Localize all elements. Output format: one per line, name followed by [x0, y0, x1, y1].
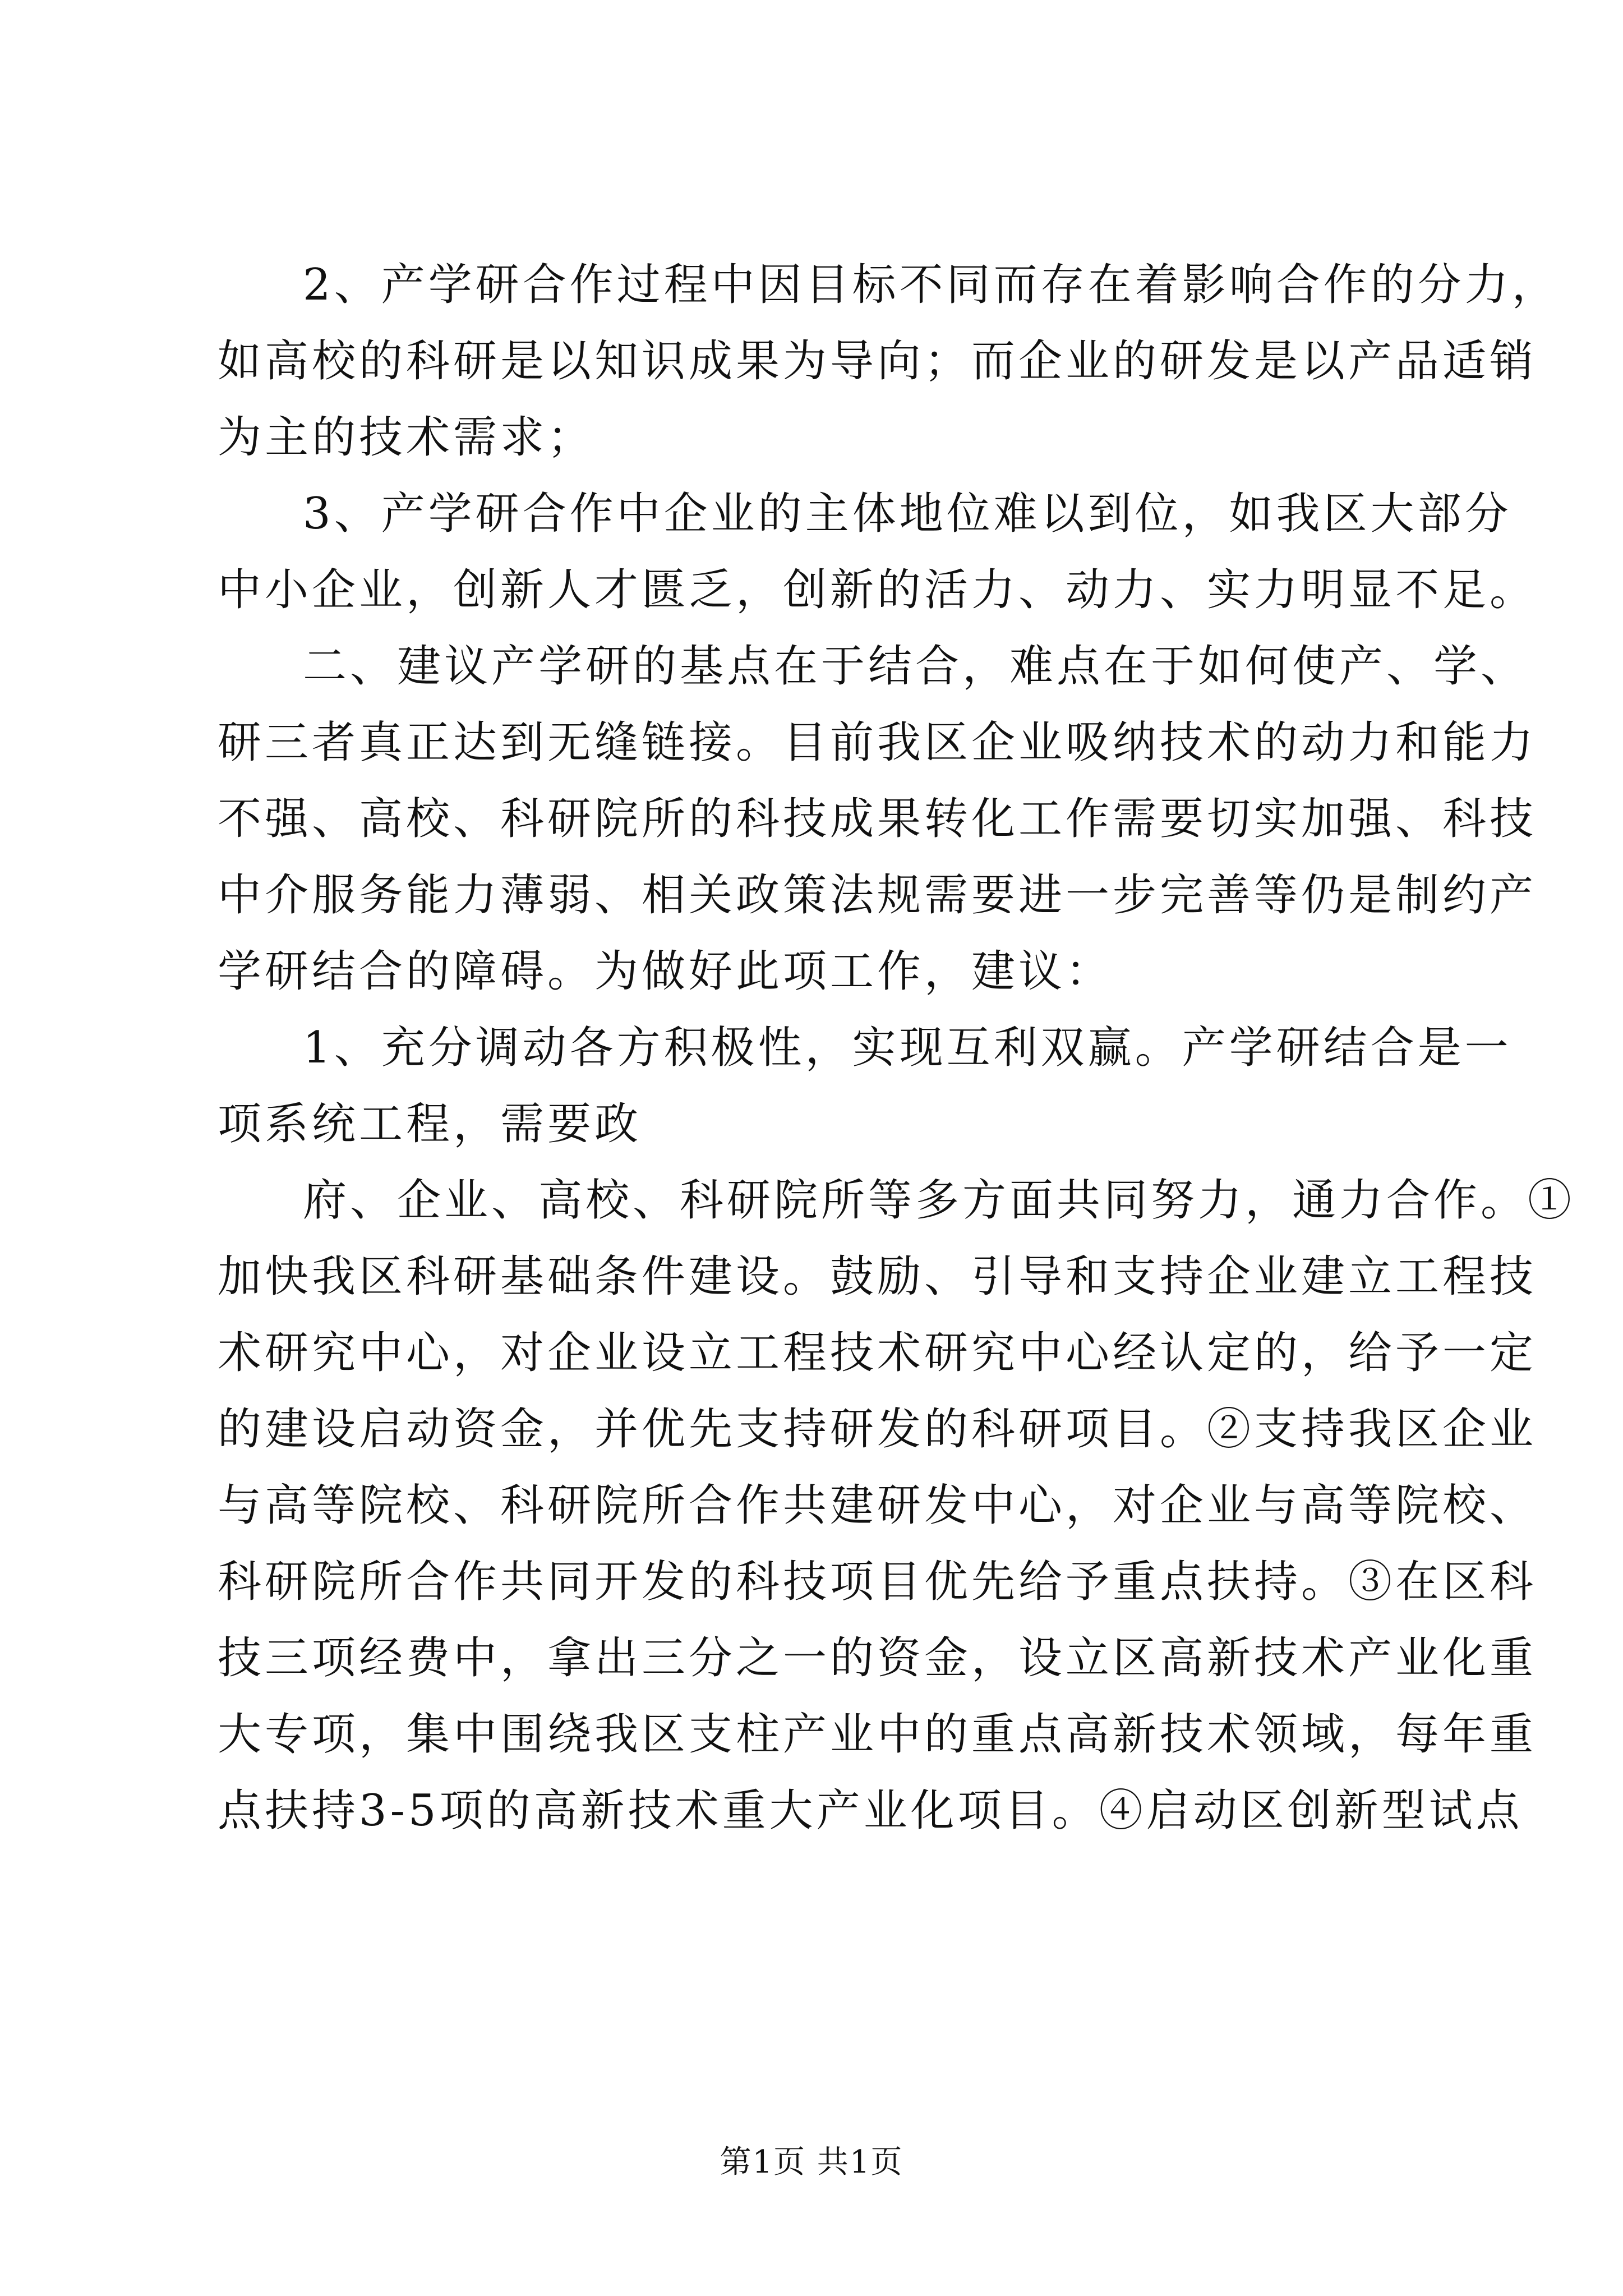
text-line: 项系统工程，需要政 [218, 1099, 642, 1149]
text-line: 科研院所合作共同开发的科技项目优先给予重点扶持。③在区科 [218, 1557, 1537, 1607]
text-line: 府、企业、高校、科研院所等多方面共同努力，通力合作。① [303, 1175, 1575, 1226]
text-line: 点扶持3-5项的高新技术重大产业化项目。④启动区创新型试点 [218, 1786, 1523, 1836]
paragraph-2 [218, 476, 1537, 628]
document-body [218, 247, 1575, 1849]
text-line: 不强、高校、科研院所的科技成果转化工作需要切实加强、科技 [218, 794, 1537, 844]
paragraph-3 [218, 628, 1537, 1010]
paragraph-1 [218, 247, 1559, 476]
text-line: 技三项经费中，拿出三分之一的资金，设立区高新技术产业化重 [218, 1633, 1537, 1683]
text-line: 二、建议产学研的基点在于结合，难点在于如何使产、学、 [303, 641, 1528, 692]
text-line: 研三者真正达到无缝链接。目前我区企业吸纳技术的动力和能力 [218, 717, 1537, 768]
text-line: 中小企业，创新人才匮乏，创新的活力、动力、实力明显不足。 [218, 565, 1537, 615]
text-line: 3、产学研合作中企业的主体地位难以到位，如我区大部分 [303, 489, 1512, 539]
text-line: 学研结合的障碍。为做好此项工作，建议： [218, 946, 1113, 997]
text-line: 为主的技术需求； [218, 412, 595, 463]
text-line: 加快我区科研基础条件建设。鼓励、引导和支持企业建立工程技 [218, 1251, 1537, 1302]
text-line: 如高校的科研是以知识成果为导向；而企业的研发是以产品适销 [218, 336, 1537, 386]
text-line: 2、产学研合作过程中因目标不同而存在着影响合作的分力， [303, 260, 1559, 310]
text-line: 术研究中心，对企业设立工程技术研究中心经认定的，给予一定 [218, 1328, 1537, 1378]
page-number-footer: 第1页 共1页 [720, 2144, 903, 2180]
text-line: 1、充分调动各方积极性，实现互利双赢。产学研结合是一 [303, 1023, 1512, 1073]
paragraph-5 [218, 1162, 1575, 1849]
text-line: 与高等院校、科研院所合作共建研发中心，对企业与高等院校、 [218, 1480, 1537, 1531]
text-line: 的建设启动资金，并优先支持研发的科研项目。②支持我区企业 [218, 1404, 1537, 1455]
paragraph-4 [218, 1010, 1512, 1162]
text-line: 中介服务能力薄弱、相关政策法规需要进一步完善等仍是制约产 [218, 870, 1537, 921]
text-line: 大专项，集中围绕我区支柱产业中的重点高新技术领域，每年重 [218, 1709, 1537, 1760]
